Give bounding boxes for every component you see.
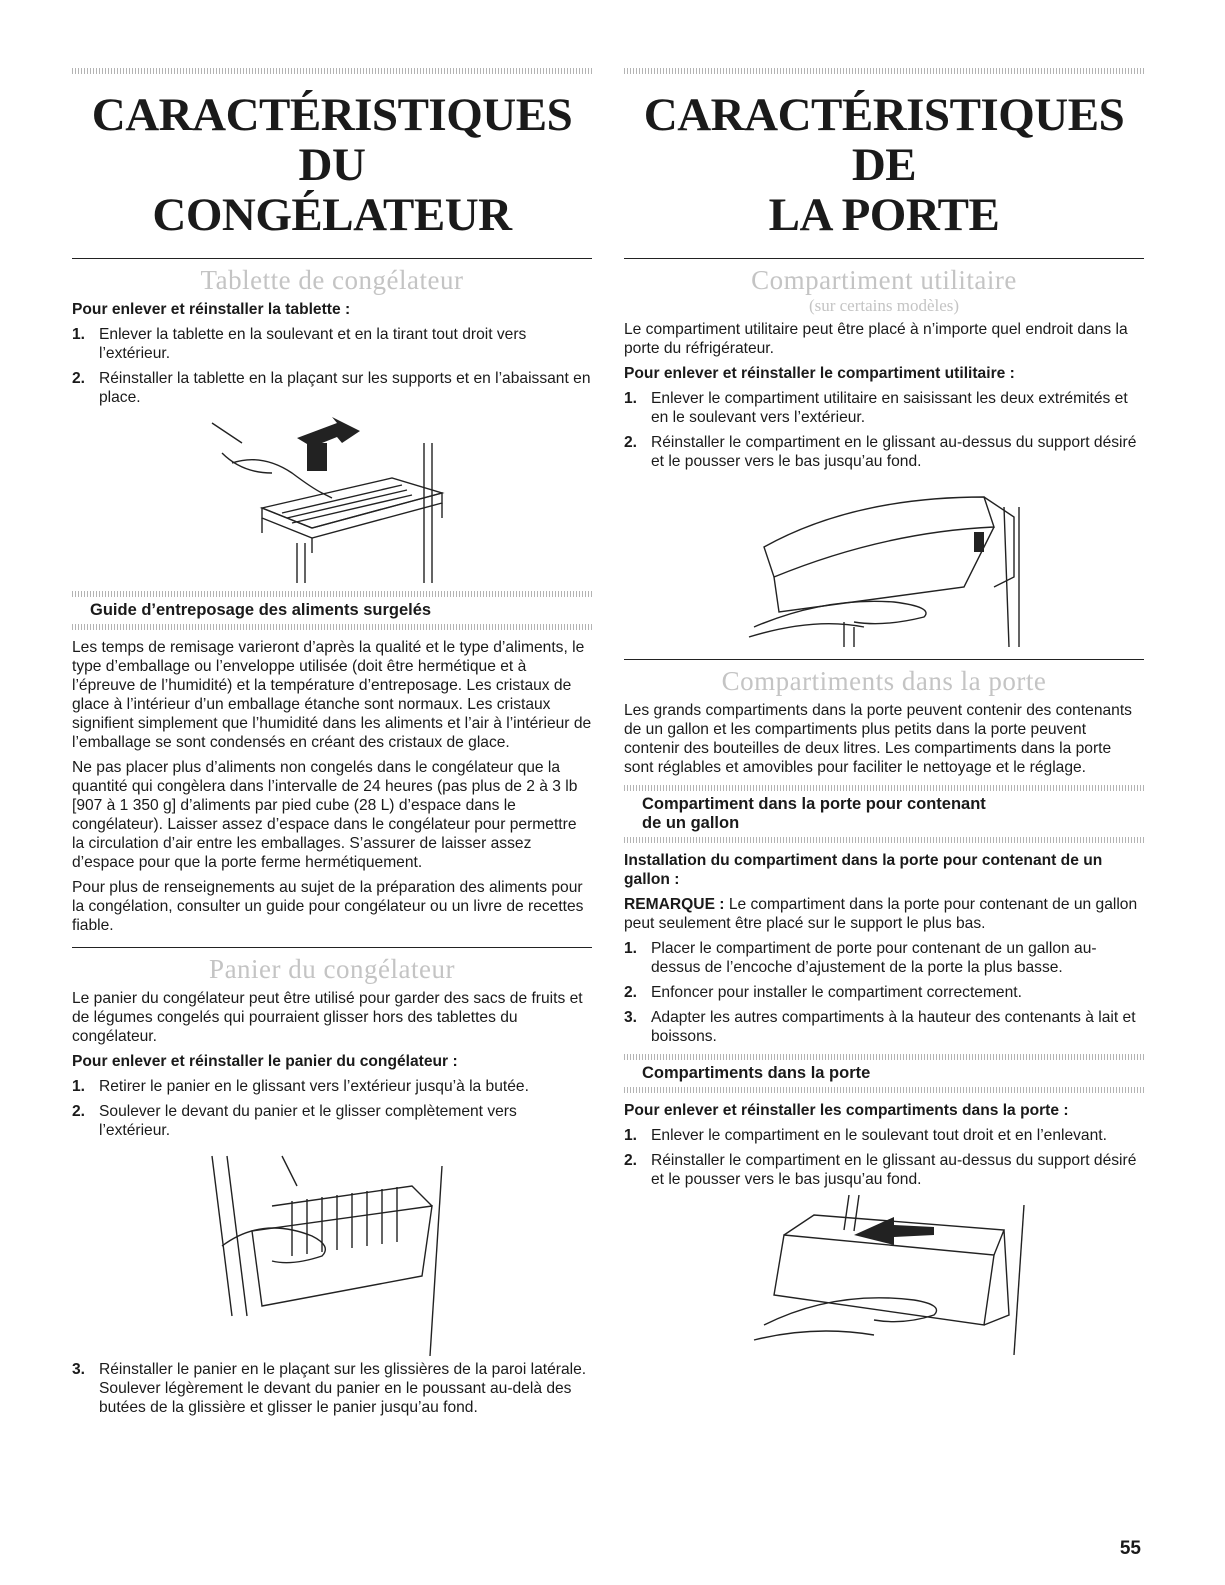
utility-instruction-heading: Pour enlever et réinstaller le compartiment utilitaire : (624, 365, 1015, 382)
list-item: 2. Réinstaller la tablette en la plaçant sur les supports et en l’abaissant en place. (72, 370, 591, 406)
left-column (72, 68, 592, 1423)
basket-instruction-heading: Pour enlever et réinstaller le panier du congélateur : (72, 1053, 458, 1070)
shelf-instruction-heading: Pour enlever et réinstaller la tablette : (72, 301, 351, 318)
guide-paragraph: Pour plus de renseignements au sujet de la préparation des aliments pour la congélation, consulter un guide pour congélateur ou un livre de recettes fiable. (72, 879, 584, 934)
heading-line-1: CARACTÉRISTIQUES DE (643, 89, 1125, 191)
list-item: 1. Enlever la tablette en la soulevant et en la tirant tout droit vers l’extérieur. (72, 326, 527, 362)
list-item: 1. Enlever le compartiment utilitaire en saisissant les deux extrémités et en le soulevant vers l’extérieur. (624, 390, 1128, 426)
page-number: 55 (1119, 1538, 1141, 1559)
utility-compartment-subtitle: (sur certains modèles) (808, 296, 960, 315)
utility-intro: Le compartiment utilitaire peut être placé à n’importe quel endroit dans la porte du réfrigérateur. (624, 321, 1128, 357)
gallon-steps (624, 939, 1144, 1046)
gallon-bin-box (624, 785, 1144, 843)
gallon-bin-box-title: Compartiment dans la porte pour contenant de un gallon (642, 795, 986, 832)
gallon-instruction-heading: Installation du compartiment dans la porte pour contenant de un gallon : (624, 852, 1103, 888)
list-item: 2. Réinstaller le compartiment en le glissant au-dessus du support désiré et le pousser vers le bas jusqu’au fond. (624, 1152, 1137, 1188)
utility-compartment-title: Compartiment utilitaire (751, 265, 1017, 295)
top-dotted-rule (72, 68, 592, 74)
right-column (624, 68, 1144, 1355)
top-dotted-rule (624, 68, 1144, 74)
door-bins-intro: Les grands compartiments dans la porte peuvent contenir des contenants de un gallon et les compartiments plus petits dans la porte peuvent contenir des bouteilles de deux litres. Les compartiments dans la porte sont réglables et amovibles pour faciliter le nettoyage et le réglage. (624, 702, 1132, 776)
freezer-features-heading (72, 90, 592, 240)
basket-intro: Le panier du congélateur peut être utilisé pour garder des sacs de fruits et de légumes congelés qui pourraient glisser hors des tablettes du congélateur. (72, 990, 583, 1045)
list-item: 1. Retirer le panier en le glissant vers l’extérieur jusqu’à la butée. (72, 1078, 529, 1095)
list-item: 2. Soulever le devant du panier et le glisser complètement vers l’extérieur. (72, 1103, 517, 1139)
section-rule (624, 258, 1144, 259)
shelf-steps (72, 325, 592, 407)
storage-guide-box (72, 591, 592, 630)
guide-paragraph: Les temps de remisage varieront d’après la qualité et le type d’aliments, le type d’emballage ou l’enveloppe utilisée (doit être hermétique et à l’épreuve de l’humidité) et la température d’entreposage. Les cristaux de glace à l’intérieur d’un emballage étanche sont normaux. Les cristaux signifient simplement que l’humidité dans les aliments et l’air à l’intérieur de l’emballage se sont condensés en créant des cristaux de glace. (72, 639, 592, 751)
list-item: 1. Placer le compartiment de porte pour contenant de un gallon au-dessus de l’encoche d’ajustement de la porte la plus basse. (624, 940, 1097, 976)
list-item: 3. Réinstaller le panier en le plaçant sur les glissières de la paroi latérale. Soulever légèrement le devant du panier en le poussant au-delà des butées de la glissière et glisser le panier jusqu’au fond. (72, 1361, 587, 1416)
freezer-shelf-title: Tablette de congélateur (200, 265, 464, 295)
bins-instruction-heading: Pour enlever et réinstaller les compartiments dans la porte : (624, 1102, 1069, 1119)
utility-compartment-illustration (734, 477, 1034, 647)
heading-line-2: LA PORTE (768, 189, 1000, 241)
door-bins-box (624, 1054, 1144, 1093)
freezer-shelf-illustration (202, 413, 462, 583)
section-rule (624, 659, 1144, 660)
freezer-basket-title: Panier du congélateur (209, 954, 455, 984)
guide-paragraph: Ne pas placer plus d’aliments non congelés dans le congélateur que la quantité qui congèlera dans l’intervalle de 24 heures (pas plus de 2 à 3 lb [907 à 1 350 g] d’aliments par pied cube (28 L) d’espace dans le congélateur). Laisser assez d’espace dans le congélateur pour permettre la circulation d’air entre les emballages. S’assurer de laisser assez d’espace pour que la porte ferme hermétiquement. (72, 759, 578, 871)
utility-steps (624, 389, 1144, 471)
heading-line-2: CONGÉLATEUR (152, 189, 512, 241)
heading-line-1: CARACTÉRISTIQUES DU (91, 89, 573, 191)
basket-steps (72, 1077, 592, 1140)
bins-steps (624, 1126, 1144, 1189)
storage-guide-title: Guide d’entreposage des aliments surgelés (90, 601, 432, 619)
section-rule (72, 258, 592, 259)
list-item: 2. Réinstaller le compartiment en le glissant au-dessus du support désiré et le pousser vers le bas jusqu’au fond. (624, 434, 1137, 470)
list-item: 3. Adapter les autres compartiments à la hauteur des contenants à lait et boissons. (624, 1009, 1136, 1045)
door-features-heading (624, 90, 1144, 240)
list-item: 1. Enlever le compartiment en le soulevant tout droit et en l’enlevant. (624, 1127, 1107, 1144)
freezer-basket-illustration (202, 1146, 462, 1356)
door-bin-illustration (734, 1195, 1034, 1355)
list-item: 2. Enfoncer pour installer le compartiment correctement. (624, 984, 1022, 1001)
section-rule (72, 947, 592, 948)
gallon-note: REMARQUE : Le compartiment dans la porte pour contenant de un gallon peut seulement être placé sur le support le plus bas. (624, 896, 1138, 932)
door-bins-box-title: Compartiments dans la porte (642, 1064, 871, 1082)
basket-step-3 (72, 1360, 592, 1417)
door-bins-title: Compartiments dans la porte (721, 666, 1047, 696)
